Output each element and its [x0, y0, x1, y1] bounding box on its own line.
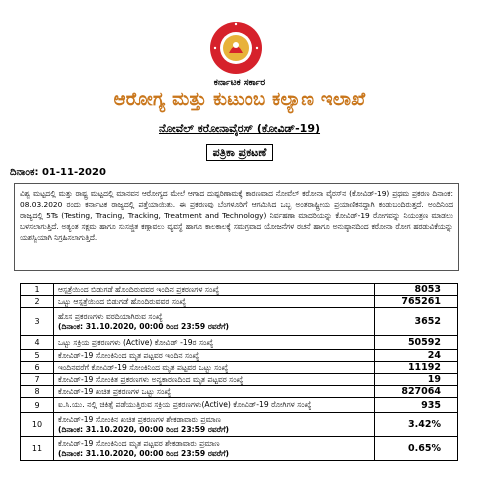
row-number: 6 — [21, 362, 54, 374]
table-row — [21, 398, 458, 413]
row-value: 765261 — [375, 296, 458, 308]
row-label-cell — [54, 413, 375, 437]
table-row — [21, 362, 458, 374]
intro-paragraph: ವಿಶ್ವ ಮಟ್ಟದಲ್ಲಿ ಮತ್ತು ರಾಷ್ಟ್ರ ಮಟ್ಟದಲ್ಲಿ ಮಾನವನ ಆರೋಗ್ಯದ ಮೇಲೆ ಆಗಾದ ದುಷ್ಪರಿಣಾಮಕ್ಕೆ ಕಾರಣವಾದ ನೋವೆಲ್ ಕರೋನಾ ವೈರಸ್‌ನ (ಕೋವಿಡ್-19) ಪ್ರಥಮ ಪ್ರಕರಣ ದಿನಾಂಕ: 08.03.2020 ರಂದು ಕರ್ನಾಟಕ ರಾಜ್ಯದಲ್ಲಿ ಪತ್ತೆಯಾಯಿತು. ಈ ಪ್ರಕರಣವು ಬೆಂಗಳೂರಿಗೆ ಆಗಮಿಸಿದ ಒಬ್ಬ ಅಂತರಾಷ್ಟ್ರೀಯ ಪ್ರಯಾಣಿಕನದ್ದಾಗಿ ಕಂಡುಬಂದಿರುತ್ತದೆ. ಅಂದಿನಿಂದ ರಾಜ್ಯದಲ್ಲಿ 5Ts (Testing, Tracing, Tracking, Treatment and Technology) ನಿರ್ವಹಣಾ ಮಾದರಿಯನ್ನು ಕೋವಿಡ್-19 ರೋಗವನ್ನು ನಿಯಂತ್ರಣ ಮಾಡಲು ಬಳಸಲಾಗುತ್ತಿದೆ. ಅತ್ಯಂತ ಸಕ್ಷಮ ಹಾಗೂ ಸುಸಜ್ಜಿತ ಕಣ್ಗಾವಲು ವ್ಯವಸ್ಥೆ ಹಾಗೂ ಕಾಲಕಾಲಕ್ಕೆ ಸಮಗ್ರವಾದ ಯೋಜನೆಗಳ ರಚನೆ ಹಾಗೂ ಅನುಷ್ಠಾನದಿಂದ ಕರೋನಾ ರೋಗ ಹರಡುವಿಕೆಯನ್ನು ಯಶಸ್ವಿಯಾಗಿ ನಿಗ್ರಹಿಸಲಾಗುತ್ತಿದೆ. — [14, 183, 459, 271]
row-note: (ದಿನಾಂಕ: 31.10.2020, 00:00 ರಿಂದ 23:59 ರವರೆಗೆ) — [58, 321, 229, 331]
row-value: 827064 — [375, 386, 458, 398]
table-row — [21, 413, 458, 437]
row-label-cell — [54, 362, 375, 374]
row-number: 5 — [21, 350, 54, 362]
row-label-cell — [54, 350, 375, 362]
table-row — [21, 350, 458, 362]
row-number: 10 — [21, 413, 54, 437]
row-value: 50592 — [375, 336, 458, 350]
row-value: 3.42% — [375, 413, 458, 437]
row-number: 9 — [21, 398, 54, 413]
date-label: ದಿನಾಂಕ: — [10, 167, 39, 178]
covid-subtitle: ನೋವೆಲ್ ಕರೋನಾವೈರಸ್ (ಕೋವಿಡ್-19) — [158, 122, 321, 135]
row-label-cell — [54, 398, 375, 413]
government-name: ಕರ್ನಾಟಕ ಸರ್ಕಾರ — [213, 78, 266, 88]
row-label: ಕೋವಿಡ್-19 ಸೋಂಕಿನಿಂದ ಮೃತ ಪಟ್ಟವರ ಇಂದಿನ ಸಂಖ್ಯೆ — [58, 350, 200, 360]
row-label-cell — [54, 308, 375, 336]
row-value: 8053 — [375, 284, 458, 296]
karnataka-emblem-logo — [209, 21, 263, 75]
row-value: 0.65% — [375, 437, 458, 461]
row-label-cell — [54, 284, 375, 296]
table-row — [21, 437, 458, 461]
row-label: ಕೋವಿಡ್-19 ಸೋಂಕಿನಿಂದ ಮೃತ ಪಟ್ಟವರ ಶೇಕಡಾವಾರು ಪ್ರಮಾಣ — [58, 438, 220, 448]
row-label: ಐ.ಸಿ.ಯು. ನಲ್ಲಿ ಚಿಕಿತ್ಸೆ ಪಡೆಯುತ್ತಿರುವ ಸಕ್ರಿಯ ಪ್ರಕರಣಗಳು(Active) ಕೋವಿಡ್-19 ರೋಗಿಗಳ ಸಂಖ್ಯೆ — [58, 400, 312, 409]
row-note: (ದಿನಾಂಕ: 31.10.2020, 00:00 ರಿಂದ 23:59 ರವರೆಗೆ) — [58, 448, 229, 458]
table-row — [21, 374, 458, 386]
bulletin-date — [10, 167, 106, 178]
row-number: 1 — [21, 284, 54, 296]
row-value: 935 — [375, 398, 458, 413]
row-label-cell — [54, 374, 375, 386]
covid-stats-table — [20, 283, 458, 461]
row-label: ಒಟ್ಟು ಸಕ್ರಿಯ ಪ್ರಕರಣಗಳು (Active) ಕೋವಿಡ್ -19ರ ಸಂಖ್ಯೆ — [58, 337, 214, 347]
row-label: ಒಟ್ಟು ಆಸ್ಪತ್ರೆಯಿಂದ ಬಿಡುಗಡೆ ಹೊಂದಿರುವವರ ಸಂಖ್ಯೆ — [58, 296, 187, 306]
row-value: 24 — [375, 350, 458, 362]
row-label-cell — [54, 336, 375, 350]
row-label-cell — [54, 437, 375, 461]
department-title: ಆರೋಗ್ಯ ಮತ್ತು ಕುಟುಂಬ ಕಲ್ಯಾಣ ಇಲಾಖೆ — [113, 89, 366, 110]
row-value: 3652 — [375, 308, 458, 336]
row-label: ಕೋವಿಡ್-19 ಸೋಂಕಿತ ಪ್ರಕರಣಗಳು ಅನ್ಯಕಾರಣದಿಂದ ಮೃತ ಪಟ್ಟವರ ಸಂಖ್ಯೆ — [58, 374, 244, 384]
row-label: ಕೋವಿಡ್-19 ಖಚಿತ ಪ್ರಕರಣಗಳ ಒಟ್ಟು ಸಂಖ್ಯೆ — [58, 386, 172, 396]
row-number: 11 — [21, 437, 54, 461]
table-row — [21, 296, 458, 308]
row-number: 2 — [21, 296, 54, 308]
row-label: ಹೊಸ ಪ್ರಕರಣಗಳು ವರದಿಯಾಗಿರುವ ಸಂಖ್ಯೆ — [58, 311, 163, 321]
row-number: 3 — [21, 308, 54, 336]
row-label-cell — [54, 296, 375, 308]
row-value: 19 — [375, 374, 458, 386]
row-note: (ದಿನಾಂಕ: 31.10.2020, 00:00 ರಿಂದ 23:59 ರವರೆಗೆ) — [58, 424, 229, 434]
row-label: ಇಂದಿನವರೆಗೆ ಕೋವಿಡ್-19 ಸೋಂಕಿನಿಂದ ಮೃತ ಪಟ್ಟವರ ಒಟ್ಟು ಸಂಖ್ಯೆ — [58, 362, 229, 372]
row-number: 7 — [21, 374, 54, 386]
row-number: 8 — [21, 386, 54, 398]
table-row — [21, 386, 458, 398]
date-value: 01-11-2020 — [41, 167, 106, 178]
row-label-cell — [54, 386, 375, 398]
table-row — [21, 284, 458, 296]
row-label: ಆಸ್ಪತ್ರೆಯಿಂದ ಬಿಡುಗಡೆ ಹೊಂದಿರುವವರ ಇಂದಿನ ಪ್ರಕರಣಗಳ ಸಂಖ್ಯೆ — [58, 284, 220, 294]
row-number: 4 — [21, 336, 54, 350]
table-row — [21, 336, 458, 350]
row-label: ಕೋವಿಡ್-19 ಸೋಂಕಿನ ಖಚಿತ ಪ್ರಕರಣಗಳ ಶೇಕಡಾವಾರು ಪ್ರಮಾಣ — [58, 414, 221, 424]
table-row — [21, 308, 458, 336]
row-value: 11192 — [375, 362, 458, 374]
press-bulletin-label: ಪತ್ರಿಕಾ ಪ್ರಕಟಣೆ — [206, 144, 274, 161]
